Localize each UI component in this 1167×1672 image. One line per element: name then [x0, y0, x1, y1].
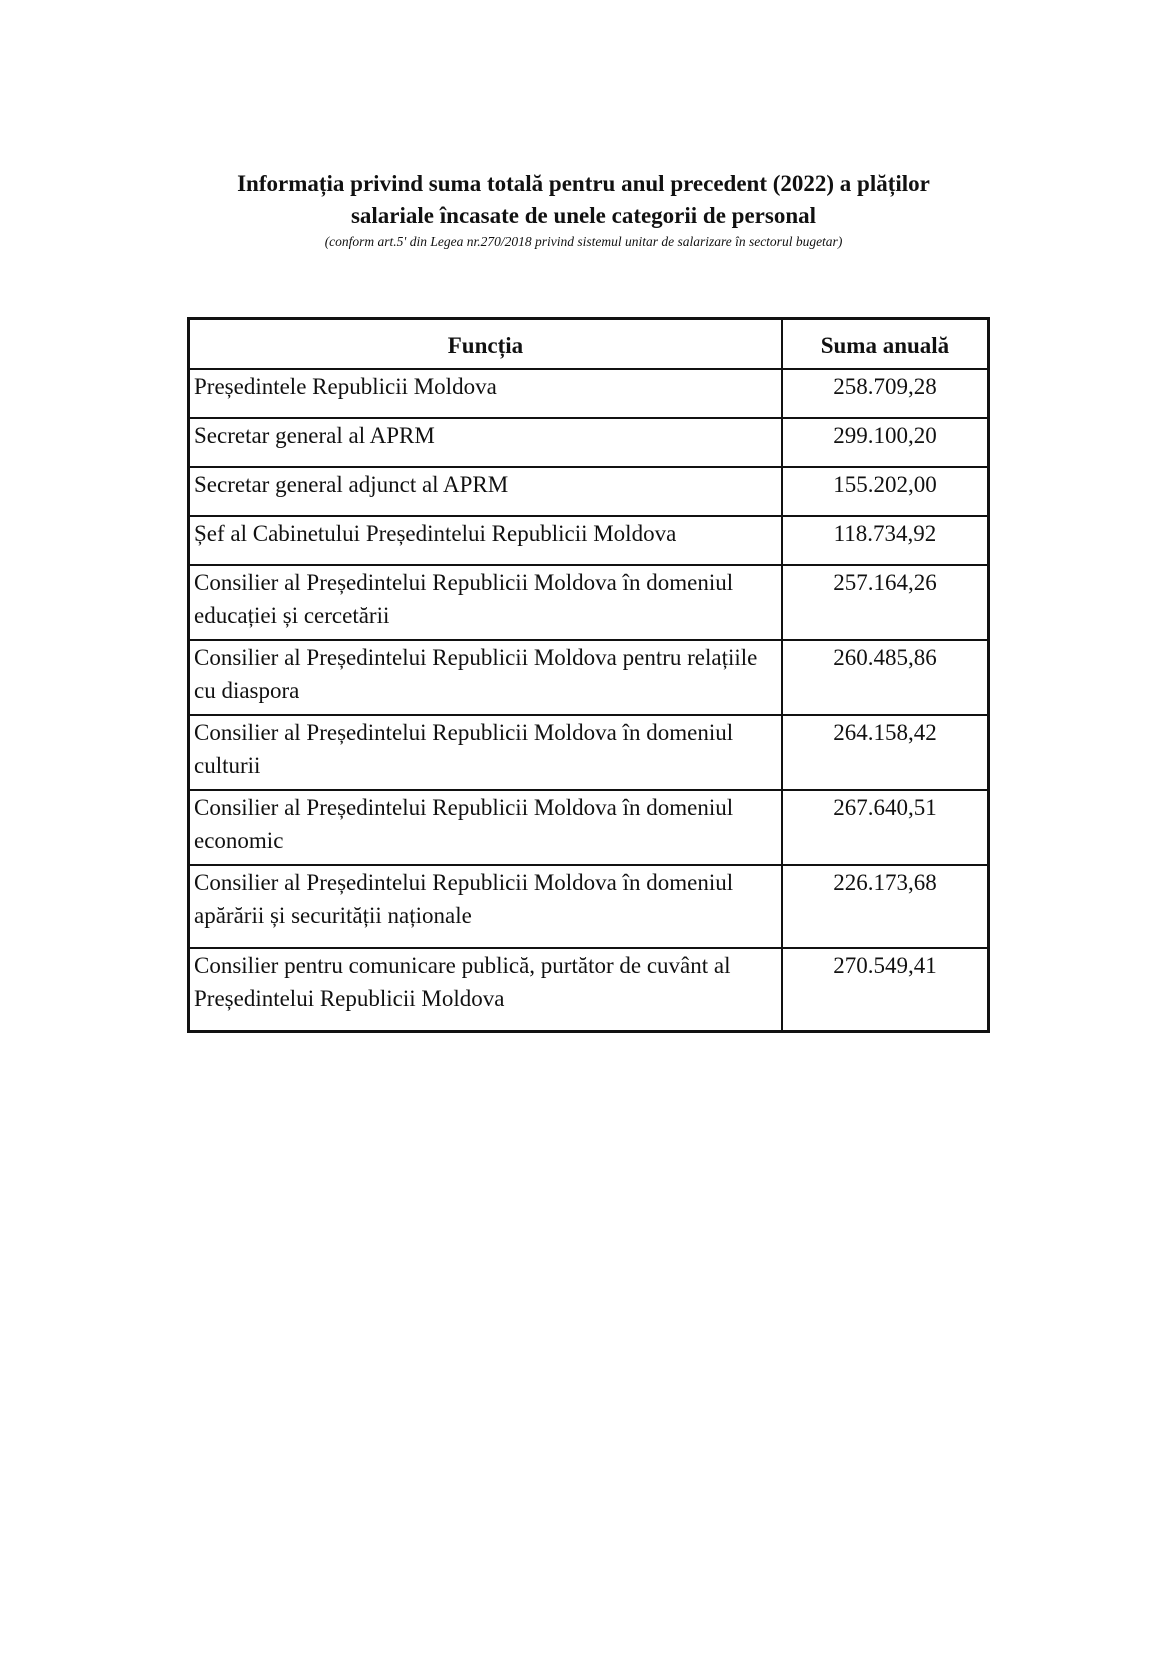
sum-cell: 258.709,28: [782, 369, 989, 418]
table-header-row: [189, 319, 989, 370]
function-cell: Președintele Republicii Moldova: [189, 369, 782, 418]
document-subtitle: (conform art.5' din Legea nr.270/2018 privind sistemul unitar de salarizare în sectorul bugetar): [324, 234, 843, 249]
document-title-line-2: salariale încasate de unele categorii de personal: [350, 203, 817, 228]
sum-cell: 118.734,92: [782, 516, 989, 565]
function-cell: Consilier al Președintelui Republicii Moldova pentru relațiile cu diaspora: [189, 640, 782, 715]
sum-cell: 260.485,86: [782, 640, 989, 715]
sum-cell: 257.164,26: [782, 565, 989, 640]
header-annual-sum: Suma anuală: [782, 319, 989, 370]
table-row: [189, 790, 989, 865]
function-cell: Șef al Cabinetului Președintelui Republicii Moldova: [189, 516, 782, 565]
document-header: [0, 168, 1167, 251]
sum-cell: 267.640,51: [782, 790, 989, 865]
sum-cell: 264.158,42: [782, 715, 989, 790]
sum-cell: 299.100,20: [782, 418, 989, 467]
table-row: [189, 715, 989, 790]
table-row: [189, 418, 989, 467]
function-cell: Secretar general al APRM: [189, 418, 782, 467]
function-cell: Consilier al Președintelui Republicii Moldova în domeniul economic: [189, 790, 782, 865]
table-row: [189, 467, 989, 516]
table-row: [189, 865, 989, 948]
table-row: [189, 948, 989, 1032]
document-title-line-1: Informația privind suma totală pentru anul precedent (2022) a plăților: [237, 171, 930, 196]
header-function: Funcția: [189, 319, 782, 370]
function-cell: Consilier al Președintelui Republicii Moldova în domeniul apărării și securității naționale: [189, 865, 782, 948]
table-row: [189, 565, 989, 640]
function-cell: Consilier al Președintelui Republicii Moldova în domeniul educației și cercetării: [189, 565, 782, 640]
function-cell: Consilier al Președintelui Republicii Moldova în domeniul culturii: [189, 715, 782, 790]
table-row: [189, 640, 989, 715]
function-cell: Secretar general adjunct al APRM: [189, 467, 782, 516]
sum-cell: 270.549,41: [782, 948, 989, 1032]
sum-cell: 226.173,68: [782, 865, 989, 948]
salary-table: [187, 317, 990, 1033]
table-row: [189, 516, 989, 565]
function-cell: Consilier pentru comunicare publică, purtător de cuvânt al Președintelui Republicii Moldova: [189, 948, 782, 1032]
sum-cell: 155.202,00: [782, 467, 989, 516]
table-row: [189, 369, 989, 418]
